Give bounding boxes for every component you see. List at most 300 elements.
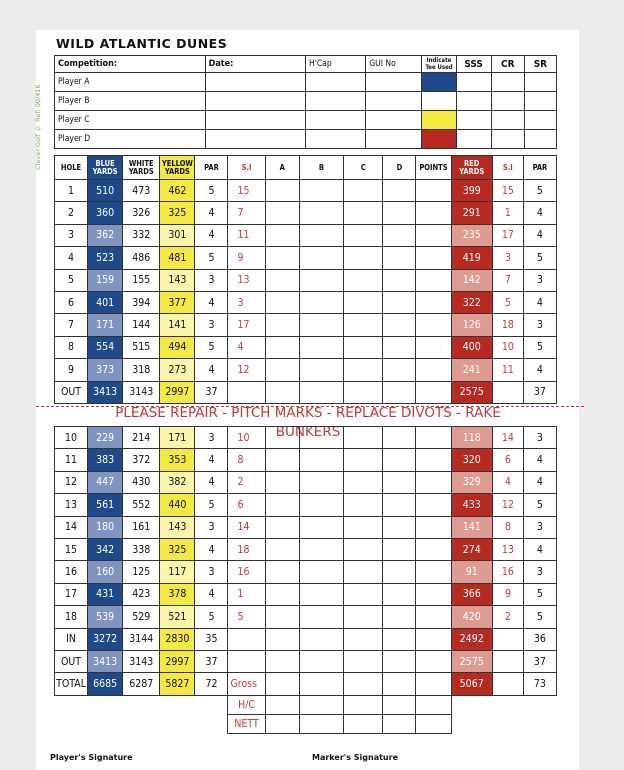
indicate-tee-label: Indicate Tee Used bbox=[422, 56, 456, 73]
hole-row bbox=[55, 449, 557, 471]
score-a[interactable] bbox=[265, 269, 299, 291]
entry-cell[interactable] bbox=[524, 130, 556, 149]
blank bbox=[55, 714, 88, 733]
score-points[interactable] bbox=[416, 291, 451, 313]
score-d[interactable] bbox=[383, 224, 416, 246]
entry-cell[interactable] bbox=[366, 111, 422, 130]
score-c[interactable] bbox=[344, 224, 383, 246]
score-a[interactable] bbox=[265, 449, 299, 471]
hole-row bbox=[55, 561, 557, 583]
entry-cell[interactable] bbox=[305, 111, 365, 130]
blank bbox=[123, 695, 160, 714]
scoring-entry[interactable] bbox=[299, 695, 343, 714]
blue-yards: 160 bbox=[88, 561, 123, 583]
score-b[interactable] bbox=[299, 494, 343, 516]
total-empty[interactable] bbox=[383, 628, 416, 650]
marker-signature-label: Marker's Signature bbox=[312, 753, 398, 762]
score-points[interactable] bbox=[416, 247, 451, 269]
red-yards: 274 bbox=[451, 538, 492, 560]
hole-row bbox=[55, 427, 557, 449]
scoring-entry[interactable] bbox=[416, 714, 451, 733]
red-yards: 433 bbox=[451, 494, 492, 516]
header-par: PAR bbox=[195, 156, 228, 180]
red-stroke-index: 4 bbox=[492, 471, 523, 493]
header-d: D bbox=[383, 156, 416, 180]
score-d[interactable] bbox=[383, 180, 416, 202]
total-red-par: 37 bbox=[523, 381, 556, 403]
par: 5 bbox=[195, 180, 228, 202]
total-empty[interactable] bbox=[265, 673, 299, 695]
red-stroke-index: 12 bbox=[492, 494, 523, 516]
entry-cell[interactable] bbox=[491, 92, 524, 111]
score-a[interactable] bbox=[265, 494, 299, 516]
score-points[interactable] bbox=[416, 516, 451, 538]
red-stroke-index: 3 bbox=[492, 247, 523, 269]
total-empty[interactable] bbox=[416, 628, 451, 650]
red-stroke-index: 8 bbox=[492, 516, 523, 538]
score-d[interactable] bbox=[383, 606, 416, 628]
scoring-entry[interactable] bbox=[344, 695, 383, 714]
total-white: 3143 bbox=[123, 650, 160, 672]
scoring-entry[interactable] bbox=[416, 695, 451, 714]
score-points[interactable] bbox=[416, 202, 451, 224]
score-c[interactable] bbox=[344, 269, 383, 291]
total-empty[interactable] bbox=[344, 650, 383, 672]
score-b[interactable] bbox=[299, 314, 343, 336]
score-d[interactable] bbox=[383, 561, 416, 583]
entry-cell[interactable] bbox=[524, 111, 556, 130]
score-b[interactable] bbox=[299, 606, 343, 628]
par: 3 bbox=[195, 561, 228, 583]
entry-cell[interactable] bbox=[205, 111, 305, 130]
total-empty[interactable] bbox=[344, 381, 383, 403]
total-blue: 3413 bbox=[88, 381, 123, 403]
entry-cell[interactable] bbox=[366, 73, 422, 92]
cr-label: CR bbox=[491, 56, 524, 73]
entry-cell[interactable] bbox=[205, 92, 305, 111]
stroke-index: 6 bbox=[228, 494, 265, 516]
score-header-row bbox=[55, 156, 557, 180]
header-hole: HOLE bbox=[55, 156, 88, 180]
score-b[interactable] bbox=[299, 202, 343, 224]
score-c[interactable] bbox=[344, 247, 383, 269]
total-empty[interactable] bbox=[265, 650, 299, 672]
score-a[interactable] bbox=[265, 247, 299, 269]
total-red: 2575 bbox=[451, 650, 492, 672]
blue-yards: 362 bbox=[88, 224, 123, 246]
score-b[interactable] bbox=[299, 471, 343, 493]
par: 5 bbox=[195, 336, 228, 358]
red-yards: 118 bbox=[451, 427, 492, 449]
score-points[interactable] bbox=[416, 180, 451, 202]
blue-yards: 229 bbox=[88, 427, 123, 449]
white-yards: 515 bbox=[123, 336, 160, 358]
score-a[interactable] bbox=[265, 291, 299, 313]
score-points[interactable] bbox=[416, 269, 451, 291]
total-empty[interactable] bbox=[265, 628, 299, 650]
hole-row bbox=[55, 606, 557, 628]
total-row bbox=[55, 650, 557, 672]
score-b[interactable] bbox=[299, 180, 343, 202]
white-yards: 161 bbox=[123, 516, 160, 538]
blank bbox=[160, 714, 195, 733]
red-yards: 366 bbox=[451, 583, 492, 605]
tee-indicator[interactable] bbox=[422, 92, 456, 111]
score-a[interactable] bbox=[265, 359, 299, 381]
yellow-yards: 141 bbox=[160, 314, 195, 336]
score-d[interactable] bbox=[383, 427, 416, 449]
tee-indicator[interactable] bbox=[422, 130, 456, 149]
red-yards: 329 bbox=[451, 471, 492, 493]
score-b[interactable] bbox=[299, 449, 343, 471]
score-d[interactable] bbox=[383, 359, 416, 381]
stroke-index: 1 bbox=[228, 583, 265, 605]
header-blue: BLUE YARDS bbox=[88, 156, 123, 180]
red-yards: 142 bbox=[451, 269, 492, 291]
score-c[interactable] bbox=[344, 471, 383, 493]
hole-row bbox=[55, 314, 557, 336]
entry-cell[interactable] bbox=[366, 92, 422, 111]
total-white: 3143 bbox=[123, 381, 160, 403]
blue-yards: 523 bbox=[88, 247, 123, 269]
entry-cell[interactable] bbox=[205, 73, 305, 92]
entry-cell[interactable] bbox=[456, 92, 491, 111]
entry-cell[interactable] bbox=[305, 73, 365, 92]
score-points[interactable] bbox=[416, 471, 451, 493]
score-c[interactable] bbox=[344, 606, 383, 628]
hole-number: 4 bbox=[55, 247, 88, 269]
blue-yards: 159 bbox=[88, 269, 123, 291]
red-yards: 399 bbox=[451, 180, 492, 202]
total-empty[interactable] bbox=[416, 650, 451, 672]
score-b[interactable] bbox=[299, 291, 343, 313]
entry-cell[interactable] bbox=[456, 130, 491, 149]
score-points[interactable] bbox=[416, 336, 451, 358]
white-yards: 529 bbox=[123, 606, 160, 628]
score-c[interactable] bbox=[344, 202, 383, 224]
score-c[interactable] bbox=[344, 449, 383, 471]
total-empty[interactable] bbox=[299, 673, 343, 695]
score-a[interactable] bbox=[265, 538, 299, 560]
yellow-yards: 325 bbox=[160, 202, 195, 224]
yellow-yards: 494 bbox=[160, 336, 195, 358]
blue-yards: 539 bbox=[88, 606, 123, 628]
entry-cell[interactable] bbox=[456, 111, 491, 130]
red-stroke-index: 10 bbox=[492, 336, 523, 358]
red-par: 4 bbox=[523, 202, 556, 224]
header-par2: PAR bbox=[523, 156, 556, 180]
entry-cell[interactable] bbox=[456, 73, 491, 92]
score-d[interactable] bbox=[383, 449, 416, 471]
par: 4 bbox=[195, 224, 228, 246]
scoring-entry[interactable] bbox=[383, 714, 416, 733]
total-par: 37 bbox=[195, 650, 228, 672]
header-si2: S.I bbox=[492, 156, 523, 180]
stroke-index: 14 bbox=[228, 516, 265, 538]
yellow-yards: 325 bbox=[160, 538, 195, 560]
total-empty[interactable] bbox=[383, 650, 416, 672]
score-c[interactable] bbox=[344, 336, 383, 358]
score-a[interactable] bbox=[265, 561, 299, 583]
total-empty[interactable] bbox=[344, 628, 383, 650]
score-c[interactable] bbox=[344, 427, 383, 449]
score-c[interactable] bbox=[344, 583, 383, 605]
gui-label: GUI No bbox=[366, 56, 422, 73]
score-a[interactable] bbox=[265, 516, 299, 538]
course-title: WILD ATLANTIC DUNES bbox=[56, 36, 228, 51]
score-b[interactable] bbox=[299, 269, 343, 291]
par: 5 bbox=[195, 606, 228, 628]
score-c[interactable] bbox=[344, 314, 383, 336]
blue-yards: 383 bbox=[88, 449, 123, 471]
score-points[interactable] bbox=[416, 538, 451, 560]
total-empty[interactable] bbox=[299, 650, 343, 672]
yellow-yards: 462 bbox=[160, 180, 195, 202]
blue-yards: 180 bbox=[88, 516, 123, 538]
score-a[interactable] bbox=[265, 202, 299, 224]
score-points[interactable] bbox=[416, 224, 451, 246]
header-white: WHITE YARDS bbox=[123, 156, 160, 180]
score-points[interactable] bbox=[416, 583, 451, 605]
score-d[interactable] bbox=[383, 291, 416, 313]
white-yards: 144 bbox=[123, 314, 160, 336]
hole-row bbox=[55, 224, 557, 246]
score-c[interactable] bbox=[344, 538, 383, 560]
stroke-index: 11 bbox=[228, 224, 265, 246]
red-yards: 400 bbox=[451, 336, 492, 358]
entry-cell[interactable] bbox=[524, 73, 556, 92]
hole-number: 6 bbox=[55, 291, 88, 313]
total-red-par: 36 bbox=[523, 628, 556, 650]
score-d[interactable] bbox=[383, 471, 416, 493]
total-yellow: 2997 bbox=[160, 650, 195, 672]
total-empty bbox=[492, 650, 523, 672]
red-stroke-index: 7 bbox=[492, 269, 523, 291]
score-a[interactable] bbox=[265, 180, 299, 202]
score-b[interactable] bbox=[299, 359, 343, 381]
score-b[interactable] bbox=[299, 336, 343, 358]
hole-row bbox=[55, 471, 557, 493]
total-empty[interactable] bbox=[228, 381, 265, 403]
copyright-text: Clever Golf © Ref: 00/416 bbox=[34, 84, 42, 170]
total-empty[interactable] bbox=[228, 628, 265, 650]
entry-cell[interactable] bbox=[491, 130, 524, 149]
total-red: 2492 bbox=[451, 628, 492, 650]
white-yards: 486 bbox=[123, 247, 160, 269]
scoring-entry[interactable] bbox=[344, 714, 383, 733]
score-points[interactable] bbox=[416, 606, 451, 628]
par: 3 bbox=[195, 516, 228, 538]
hole-row bbox=[55, 359, 557, 381]
entry-cell[interactable] bbox=[366, 130, 422, 149]
total-label: OUT bbox=[55, 381, 88, 403]
red-stroke-index: 2 bbox=[492, 606, 523, 628]
blue-yards: 510 bbox=[88, 180, 123, 202]
yellow-yards: 440 bbox=[160, 494, 195, 516]
score-d[interactable] bbox=[383, 583, 416, 605]
red-par: 4 bbox=[523, 359, 556, 381]
par: 4 bbox=[195, 583, 228, 605]
score-points[interactable] bbox=[416, 427, 451, 449]
gross-label: Gross bbox=[228, 673, 265, 695]
total-yellow: 2830 bbox=[160, 628, 195, 650]
score-c[interactable] bbox=[344, 494, 383, 516]
total-empty[interactable] bbox=[416, 673, 451, 695]
entry-cell[interactable] bbox=[205, 130, 305, 149]
total-red-par: 37 bbox=[523, 650, 556, 672]
red-yards: 141 bbox=[451, 516, 492, 538]
player-info-table bbox=[54, 55, 557, 149]
red-par: 3 bbox=[523, 427, 556, 449]
total-empty[interactable] bbox=[344, 673, 383, 695]
hole-number: 2 bbox=[55, 202, 88, 224]
back-nine-table bbox=[54, 426, 557, 734]
yellow-yards: 353 bbox=[160, 449, 195, 471]
blank bbox=[492, 714, 523, 733]
total-empty[interactable] bbox=[299, 381, 343, 403]
player-name: Player A bbox=[55, 73, 206, 92]
blank bbox=[492, 695, 523, 714]
score-b[interactable] bbox=[299, 224, 343, 246]
yellow-yards: 521 bbox=[160, 606, 195, 628]
red-par: 3 bbox=[523, 314, 556, 336]
stroke-index: 4 bbox=[228, 336, 265, 358]
tee-indicator[interactable] bbox=[422, 73, 456, 92]
blank bbox=[451, 695, 492, 714]
score-d[interactable] bbox=[383, 516, 416, 538]
entry-cell[interactable] bbox=[305, 92, 365, 111]
hole-number: 9 bbox=[55, 359, 88, 381]
stroke-index: 17 bbox=[228, 314, 265, 336]
tee-indicator[interactable] bbox=[422, 111, 456, 130]
scoring-entry[interactable] bbox=[299, 714, 343, 733]
stroke-index: 12 bbox=[228, 359, 265, 381]
total-empty[interactable] bbox=[416, 381, 451, 403]
score-a[interactable] bbox=[265, 314, 299, 336]
white-yards: 326 bbox=[123, 202, 160, 224]
player-name: Player C bbox=[55, 111, 206, 130]
player-row bbox=[55, 92, 557, 111]
score-b[interactable] bbox=[299, 583, 343, 605]
score-b[interactable] bbox=[299, 561, 343, 583]
entry-cell[interactable] bbox=[491, 111, 524, 130]
entry-cell[interactable] bbox=[491, 73, 524, 92]
hole-row bbox=[55, 269, 557, 291]
red-stroke-index: 1 bbox=[492, 202, 523, 224]
total-label: OUT bbox=[55, 650, 88, 672]
stroke-index: 9 bbox=[228, 247, 265, 269]
total-empty[interactable] bbox=[299, 628, 343, 650]
score-c[interactable] bbox=[344, 561, 383, 583]
par: 3 bbox=[195, 269, 228, 291]
score-b[interactable] bbox=[299, 538, 343, 560]
yellow-yards: 143 bbox=[160, 269, 195, 291]
hole-number: 1 bbox=[55, 180, 88, 202]
player-row bbox=[55, 130, 557, 149]
header-c: C bbox=[344, 156, 383, 180]
blank bbox=[88, 695, 123, 714]
total-blue: 3272 bbox=[88, 628, 123, 650]
yellow-yards: 143 bbox=[160, 516, 195, 538]
score-a[interactable] bbox=[265, 583, 299, 605]
score-c[interactable] bbox=[344, 359, 383, 381]
header-b: B bbox=[299, 156, 343, 180]
total-empty bbox=[492, 673, 523, 695]
red-yards: 91 bbox=[451, 561, 492, 583]
stroke-index: 2 bbox=[228, 471, 265, 493]
scoring-entry[interactable] bbox=[265, 714, 299, 733]
entry-cell[interactable] bbox=[524, 92, 556, 111]
entry-cell[interactable] bbox=[305, 130, 365, 149]
total-empty[interactable] bbox=[265, 381, 299, 403]
red-stroke-index: 9 bbox=[492, 583, 523, 605]
front-nine-table bbox=[54, 155, 557, 404]
par: 4 bbox=[195, 449, 228, 471]
total-empty[interactable] bbox=[383, 381, 416, 403]
par: 4 bbox=[195, 359, 228, 381]
score-d[interactable] bbox=[383, 494, 416, 516]
score-a[interactable] bbox=[265, 427, 299, 449]
score-d[interactable] bbox=[383, 202, 416, 224]
red-stroke-index: 14 bbox=[492, 427, 523, 449]
score-c[interactable] bbox=[344, 516, 383, 538]
red-par: 5 bbox=[523, 494, 556, 516]
score-a[interactable] bbox=[265, 471, 299, 493]
score-a[interactable] bbox=[265, 606, 299, 628]
total-par: 72 bbox=[195, 673, 228, 695]
red-par: 5 bbox=[523, 606, 556, 628]
total-empty bbox=[492, 381, 523, 403]
score-b[interactable] bbox=[299, 247, 343, 269]
white-yards: 318 bbox=[123, 359, 160, 381]
red-yards: 419 bbox=[451, 247, 492, 269]
scoring-entry[interactable] bbox=[265, 695, 299, 714]
score-d[interactable] bbox=[383, 269, 416, 291]
score-points[interactable] bbox=[416, 494, 451, 516]
scoring-entry[interactable] bbox=[383, 695, 416, 714]
score-a[interactable] bbox=[265, 336, 299, 358]
score-points[interactable] bbox=[416, 561, 451, 583]
total-empty[interactable] bbox=[228, 650, 265, 672]
red-yards: 126 bbox=[451, 314, 492, 336]
score-d[interactable] bbox=[383, 538, 416, 560]
score-d[interactable] bbox=[383, 247, 416, 269]
player-name: Player D bbox=[55, 130, 206, 149]
score-c[interactable] bbox=[344, 291, 383, 313]
score-b[interactable] bbox=[299, 516, 343, 538]
score-c[interactable] bbox=[344, 180, 383, 202]
total-empty[interactable] bbox=[383, 673, 416, 695]
white-yards: 155 bbox=[123, 269, 160, 291]
blank bbox=[123, 714, 160, 733]
score-a[interactable] bbox=[265, 224, 299, 246]
score-points[interactable] bbox=[416, 359, 451, 381]
header-a: A bbox=[265, 156, 299, 180]
red-par: 5 bbox=[523, 336, 556, 358]
yellow-yards: 273 bbox=[160, 359, 195, 381]
hole-number: 12 bbox=[55, 471, 88, 493]
total-label: TOTAL bbox=[55, 673, 88, 695]
blue-yards: 373 bbox=[88, 359, 123, 381]
score-points[interactable] bbox=[416, 314, 451, 336]
score-b[interactable] bbox=[299, 427, 343, 449]
header-si: S.I bbox=[228, 156, 265, 180]
blue-yards: 360 bbox=[88, 202, 123, 224]
score-points[interactable] bbox=[416, 449, 451, 471]
hole-number: 7 bbox=[55, 314, 88, 336]
score-d[interactable] bbox=[383, 314, 416, 336]
score-d[interactable] bbox=[383, 336, 416, 358]
